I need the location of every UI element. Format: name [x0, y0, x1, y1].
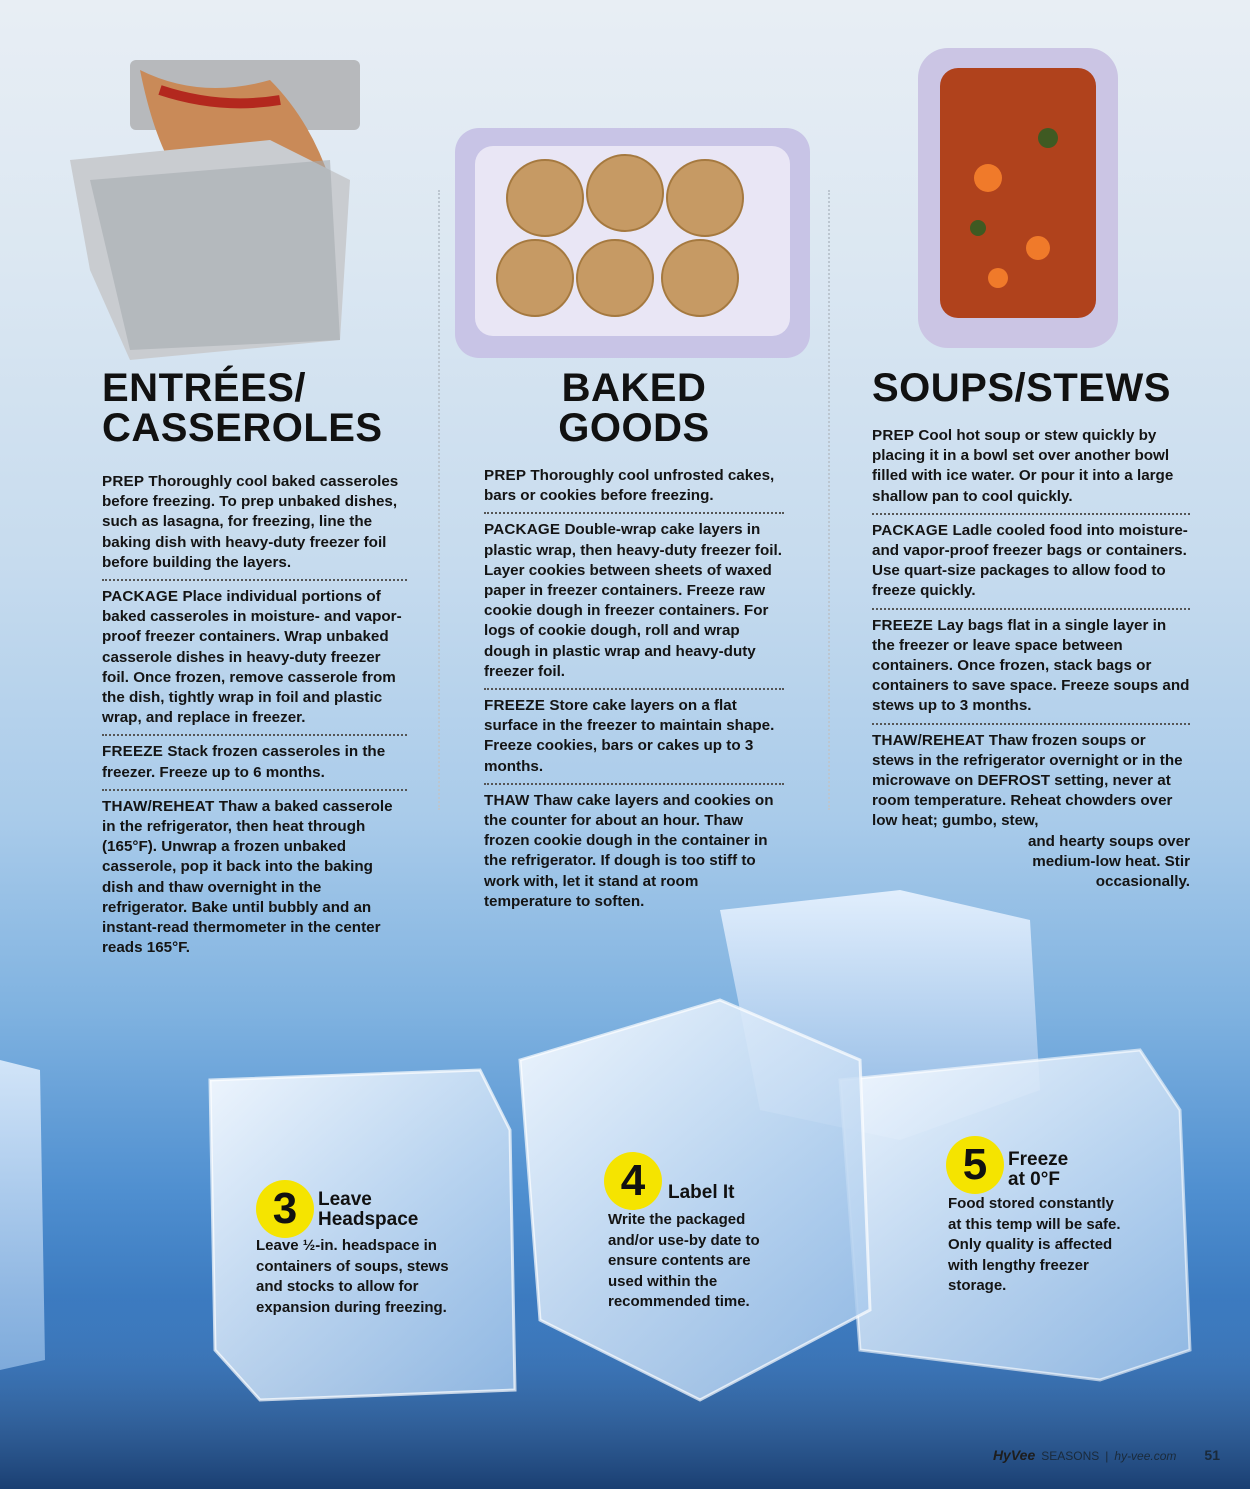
dotted-separator [484, 688, 784, 690]
tip-3-text: Leave ½-in. headspace in containers of soups, stews and stocks to allow for expansion during freezing. [256, 1237, 449, 1316]
tip-3-number: 3 [256, 1180, 314, 1238]
tip-5-title-line1: Freeze [1008, 1149, 1069, 1170]
baked-package [484, 520, 784, 682]
section-label: PACKAGE [102, 588, 179, 606]
tip-3-title-line1: Leave [318, 1189, 372, 1210]
entrees-thaw-reheat [102, 797, 407, 959]
tip-3-title-line2: Headspace [318, 1209, 419, 1230]
cookies-container-photo [455, 128, 810, 358]
section-text: Lay bags flat in a single layer in the freezer or leave space between containers. Once frozen, stack bags or containers to save space. Freeze soups and stews up to 3 months. [872, 616, 1190, 715]
soups-prep [872, 426, 1190, 507]
section-text: Cool hot soup or stew quickly by placing it in a bowl set over another bowl filled with ice water. Or pour it into a large shallow pan to cool quickly. [872, 427, 1174, 505]
page-footer [993, 1447, 1220, 1463]
section-label: PREP [102, 473, 145, 490]
dotted-separator [102, 579, 407, 581]
section-text: Stack frozen casseroles in the freezer. Freeze up to 6 months. [102, 743, 386, 781]
hyvee-logo: HyVee [992, 1447, 1036, 1463]
tip-5-title [1008, 1150, 1068, 1190]
soups-thaw-reheat [872, 731, 1190, 832]
dotted-separator [102, 734, 407, 736]
column-divider-right [828, 190, 830, 810]
baked-thaw [484, 791, 784, 912]
section-label: FREEZE [484, 697, 546, 715]
dotted-separator [484, 512, 784, 514]
entrees-package [102, 587, 407, 728]
section-label: PACKAGE [872, 521, 949, 539]
entrees-freeze [102, 742, 407, 782]
entrees-casseroles-column [102, 368, 407, 958]
magazine-name: SEASONS [1041, 1449, 1100, 1463]
section-label: PREP [484, 467, 527, 484]
tip-5-text: Food stored constantly at this temp will be safe. Only quality is affected with lengthy freezer storage. [948, 1195, 1121, 1294]
section-text: Ladle cooled food into moisture- and vapor-proof freezer bags or containers. Use quart-size packages to allow food to freeze quickly. [872, 521, 1188, 600]
entrees-prep [102, 472, 407, 573]
section-text: Place individual portions of baked casseroles in moisture- and vapor-proof freezer containers. Wrap unbaked casserole dishes in heavy-duty freezer foil. Once frozen, remove casserole from the dish, tightly wrap in foil and plastic wrap, and replace in freezer. [102, 588, 402, 727]
page-number: 51 [1204, 1447, 1220, 1463]
entrees-title-line1: ENTRÉES/ [102, 366, 307, 410]
baked-prep [484, 466, 784, 506]
section-text: Thoroughly cool unfrosted cakes, bars or cookies before freezing. [484, 467, 775, 505]
soups-stews-column [872, 368, 1190, 892]
section-text: Store cake layers on a flat surface in the freezer to maintain shape. Freeze cookies, bars or cakes up to 3 months. [484, 697, 775, 775]
section-text: Double-wrap cake layers in plastic wrap, then heavy-duty freezer foil. Layer cookies between sheets of waxed paper in freezer containers. Freeze raw cookie dough in freezer containers. For logs of cookie dough, roll and wrap dough in plastic wrap and heavy-duty freezer foil. [484, 521, 782, 680]
soups-freeze [872, 616, 1190, 717]
tip-5-title-line2: at 0°F [1008, 1169, 1060, 1190]
soups-package [872, 521, 1190, 602]
section-label: THAW [484, 791, 530, 809]
baked-freeze [484, 696, 784, 777]
baked-goods-title: BAKED GOODS [558, 366, 710, 450]
section-text: Thaw a baked casserole in the refrigerator, then heat through (165°F). Unwrap a frozen unbaked casserole, pop it back into the baking dish and thaw overnight in the refrigerator. Bake until bubbly and an instant-read thermometer in the center reads 165°F. [102, 797, 393, 957]
column-divider-left [438, 190, 440, 810]
section-label: PACKAGE [484, 521, 561, 539]
section-label: PREP [872, 427, 915, 444]
dotted-separator [102, 789, 407, 791]
baked-goods-column [484, 368, 784, 912]
dotted-separator [872, 513, 1190, 515]
section-text: Thaw cake layers and cookies on the counter for about an hour. Thaw frozen cookie dough in the container in the refrigerator. If dough is too stiff to work with, let it stand at room temperature to soften. [484, 791, 774, 910]
tip-3-title [318, 1190, 418, 1230]
footer-separator: | [1105, 1449, 1109, 1463]
tip-5-number: 5 [946, 1136, 1004, 1194]
section-text: Thoroughly cool baked casseroles before freezing. To prep unbaked dishes, such as lasagna, for freezing, line the baking dish with heavy-duty freezer foil before building the layers. [102, 473, 399, 571]
dotted-separator [484, 783, 784, 785]
section-label: FREEZE [872, 616, 934, 634]
entrees-title-line2: CASSEROLES [102, 406, 383, 450]
entrees-title [102, 368, 407, 448]
soup-container-photo [918, 48, 1118, 348]
section-text: and hearty soups over medium-low heat. Stir occasionally. [1027, 832, 1190, 891]
website-link[interactable]: hy-vee.com [1114, 1449, 1177, 1463]
section-label: FREEZE [102, 743, 164, 761]
casserole-photo [70, 60, 360, 360]
soups-title: SOUPS/STEWS [872, 366, 1171, 410]
tip-4-title: Label It [668, 1182, 735, 1203]
dotted-separator [872, 608, 1190, 610]
tip-4-number: 4 [604, 1152, 662, 1210]
section-text: Thaw frozen soups or stews in the refrigerator overnight or in the microwave on DEFROST setting, never at room temperature. Reheat chowders over low heat; gumbo, stew, [872, 731, 1183, 830]
tip-4-text: Write the packaged and/or use-by date to ensure contents are used within the recommended time. [608, 1211, 760, 1310]
soups-thaw-reheat-continued [872, 832, 1190, 893]
dotted-separator [872, 723, 1190, 725]
section-label: THAW/REHEAT [872, 731, 985, 749]
section-label: THAW/REHEAT [102, 797, 215, 815]
